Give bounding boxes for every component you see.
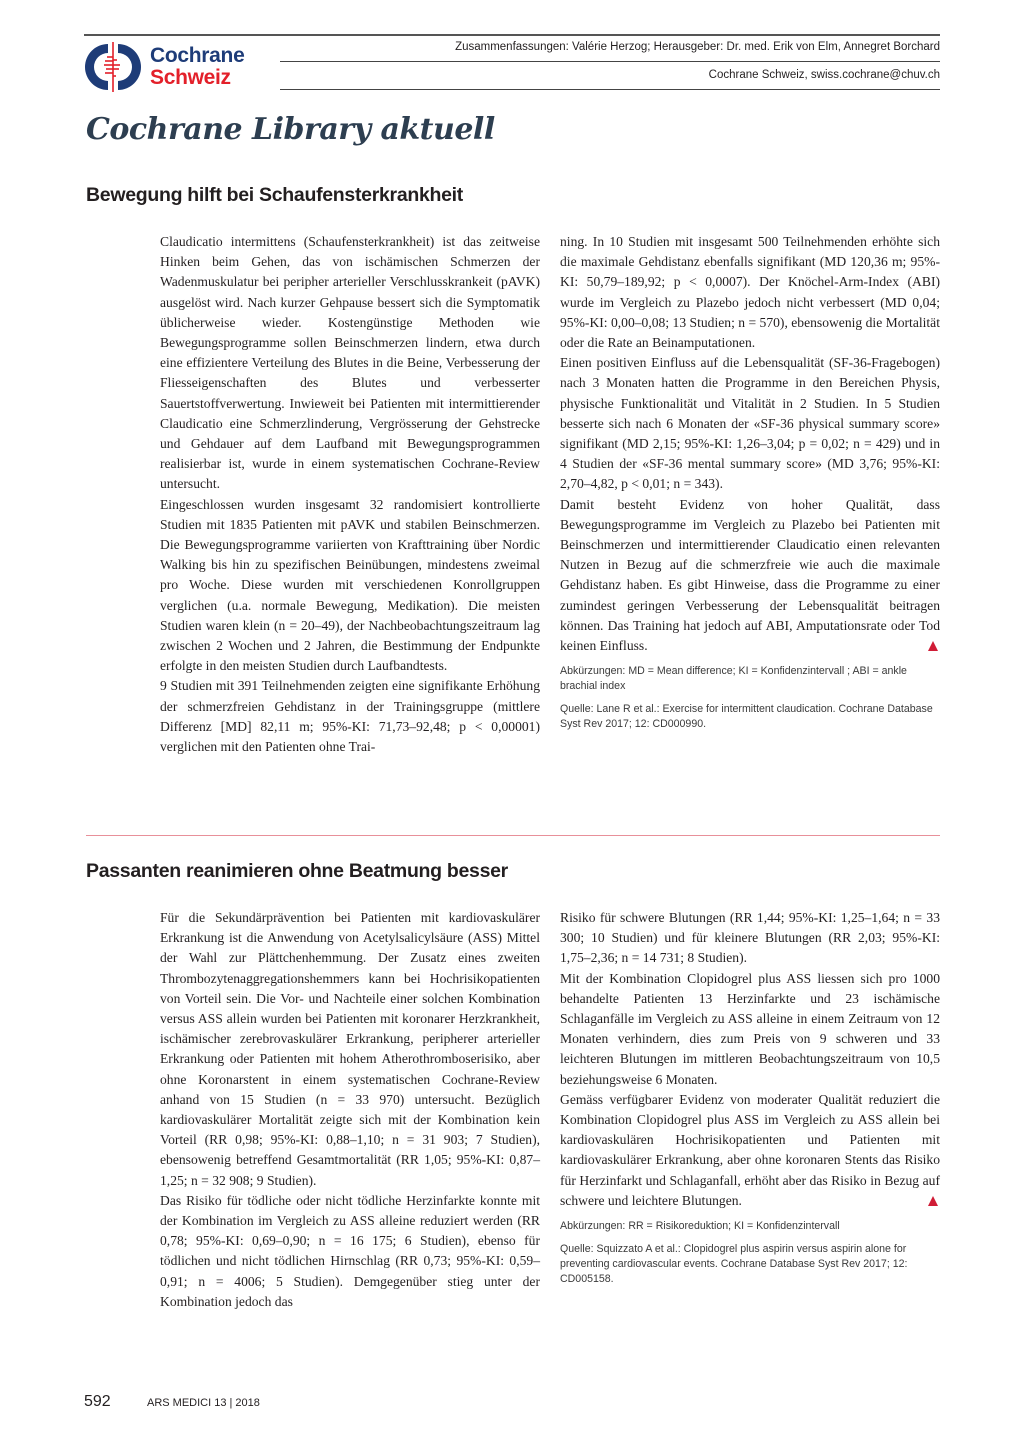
end-triangle-icon	[928, 641, 938, 651]
article-2-left-column	[160, 908, 540, 1312]
end-triangle-icon	[928, 1196, 938, 1206]
page-number: 592	[84, 1393, 111, 1410]
logo-text-schweiz: Schweiz	[150, 66, 231, 89]
cochrane-schweiz-logo	[84, 40, 284, 94]
paragraph: 9 Studien mit 391 Teilnehmenden zeigten eine signifikante Erhöhung der schmerzfreien Gehdistanz in der Trainingsgruppe (mittlere Differenz [MD] 82,11 m; 95%-KI: 71,73–92,48; p < 0,00001) verglichen mit den Patienten ohne Trai-	[160, 678, 540, 755]
paragraph-final	[560, 1090, 940, 1211]
header-rule	[280, 61, 940, 62]
paragraph: Eingeschlossen wurden insgesamt 32 randomisiert kontrollierte Studien mit 1835 Patienten mit pAVK und stabilen Beinschmerzen. Die Bewegungsprogramme variierten von Krafttraining über Nordic Walking bis hin zu spezifischen Beinübungen, mindestens zweimal pro Woche. Diese wurden mit verschiedenen Konrollgruppen verglichen (u.a. normale Bewegung, Medikation). Die meisten Studien waren klein (n = 20–49), der Nachbeobachtungszeitraum lag zwischen 2 Wochen und 2 Jahren, die Bestimmung der Endpunkte erfolgte in den meisten Studien durch Laufbandtests.	[160, 496, 540, 674]
article-1-right-column	[560, 232, 940, 732]
paragraph: ning. In 10 Studien mit insgesamt 500 Teilnehmenden erhöhte sich die maximale Gehdistanz ebenfalls signifikant (MD 120,36 m; 95%-KI: 50,79–189,92; p < 0,0007). Der Knöchel-Arm-Index (ABI) wurde im Vergleich zu Plazebo jedoch nicht verbessert (MD 0,04; 95%-KI: 0,00–0,08; 13 Studien; n = 570), ebensowenig die Mortalität oder die Rate an Beinamputationen.	[560, 234, 940, 351]
article-title: Bewegung hilft bei Schaufensterkrankheit	[86, 184, 463, 206]
header-top-rule	[84, 34, 940, 36]
article-1-left-column	[160, 232, 540, 757]
paragraph: Risiko für schwere Blutungen (RR 1,44; 95%-KI: 1,25–1,64; n = 33 300; 10 Studien) und für kleinere Blutungen (RR 2,03; 95%-KI: 1,75–2,36; n = 14 731; 8 Studien).	[560, 910, 940, 966]
paragraph: Einen positiven Einfluss auf die Lebensqualität (SF-36-Fragebogen) nach 3 Monaten hatten die Programme in den Bereichen Physis, physische Funktionalität und Vitalität in 2 Studien. In 5 Studien besserte sich nach 6 Monaten der «SF-36 physical summary score» signifikant (MD 2,15; 95%-KI: 1,26–3,04; p = 0,02; n = 429) und in 4 Studien der «SF-36 mental summary score» (MD 3,76; 95%-KI: 2,70–4,82, p < 0,01; n = 343).	[560, 355, 940, 492]
paragraph-text: Damit besteht Evidenz von hoher Qualität, dass Bewegungsprogramme im Vergleich zu Plazebo bei Patienten mit Beinschmerzen und intermittierender Claudicatio einen relevanten Nutzen in Bezug auf die schmerzfreie wie auch die maximale Gehdistanz haben. Es gibt Hinweise, dass die Programme zu einer zumindest geringen Verbesserung der Lebensqualität beitragen können. Das Training hat jedoch auf ABI, Amputationsrate oder Tod keinen Einfluss.	[560, 496, 940, 654]
header-editors: Zusammenfassungen: Valérie Herzog; Herausgeber: Dr. med. Erik von Elm, Annegret Borchard	[455, 41, 940, 53]
paragraph: Das Risiko für tödliche oder nicht tödliche Herzinfarkte konnte mit der Kombination im Vergleich zu ASS alleine reduziert werden (RR 0,78; 95%-KI: 0,69–0,90; n = 16 175; 6 Studien), ebenso für tödlichen und nicht tödlichen Hirnschlag (RR 0,73; 95%-KI: 0,59–0,91; n = 4006; 5 Studien). Demgegenüber stieg unter der Kombination jedoch das	[160, 1192, 540, 1309]
paragraph-text: Gemäss verfügbarer Evidenz von moderater Qualität reduziert die Kombination Clopidogrel plus ASS im Vergleich zu ASS allein bei kardiovaskulären Hochrisikopatienten und Patienten mit kardiovaskulärer Erkrankung, aber ohne koronaren Stents das Risiko für Herzinfarkt und Schlaganfall, erhöht aber das Risiko in Bezug auf schwere und leichtere Blutungen.	[560, 1091, 940, 1208]
paragraph: Für die Sekundärprävention bei Patienten mit kardiovaskulärer Erkrankung ist die Anwendung von Acetylsalicylsäure (ASS) Mittel der Wahl zur Plättchenhemmung. Der Zusatz eines zweiten Thrombozytenaggregationshemmers kann bei Hochrisikopatienten von Vorteil sein. Die Vor- und Nachteile einer solchen Kombination versus ASS allein wurden bei Patienten mit koronarer Herzkrankheit, ischämischer zerebrovaskulärer Erkrankung, peripherer arterieller Erkrankung oder Patienten mit hohem Atherothromboserisiko, aber ohne Koronarstent in einem systematischen Cochrane-Review anhand von 15 Studien (n = 33 970) untersucht. Bezüglich kardiovaskulärer Mortalität zeigte sich mit der Kombination kein Vorteil (RR 0,98; 95%-KI: 0,88–1,10; n = 31 903; 7 Studien), ebensowenig betreffend Gesamtmortalität (RR 1,05; 95%-KI: 0,87–1,25; n = 32 908; 9 Studien).	[160, 910, 540, 1188]
header-rule	[280, 89, 940, 90]
source-citation: Quelle: Lane R et al.: Exercise for intermittent claudication. Cochrane Database Syst Rev 2017; 12: CD000990.	[560, 703, 933, 731]
article-2-right-column	[560, 908, 940, 1287]
abbreviations: Abkürzungen: MD = Mean difference; KI = Konfidenzintervall ; ABI = ankle brachial index	[560, 665, 907, 693]
source-citation: Quelle: Squizzato A et al.: Clopidogrel plus aspirin versus aspirin alone for preventing cardiovascular events. Cochrane Database Syst Rev 2017; 12: CD005158.	[560, 1243, 908, 1286]
paragraph-final	[560, 495, 940, 657]
abbreviations: Abkürzungen: RR = Risikoreduktion; KI = Konfidenzintervall	[560, 1220, 840, 1233]
article-divider	[86, 835, 940, 836]
section-title: Cochrane Library aktuell	[86, 112, 495, 147]
paragraph: Mit der Kombination Clopidogrel plus ASS liessen sich pro 1000 behandelte Patienten 13 Herzinfarkte und 23 ischämische Schlaganfälle im Vergleich zu ASS alleine in einem Zeitraum von 12 Monaten verhindern, dies zum Preis von 9 schweren und 33 leichteren Blutungen im mittleren Beobachtungszeitraum von 10,5 beziehungsweise 6 Monaten.	[560, 970, 940, 1087]
paragraph: Claudicatio intermittens (Schaufensterkrankheit) ist das zeitweise Hinken beim Gehen, das von ischämischen Schmerzen der Wadenmuskulatur bei peripher arterieller Verschlusskrankeit (pAVK) ausgelöst wird. Nach kurzer Gehpause bessert sich die Symptomatik üblicherweise wieder. Kostengünstige Methoden wie Bewegungsprogramme sollen Beinschmerzen lindern, etwa durch eine effizientere Verteilung des Blutes in die Beine, Verbesserung der Fliesseigenschaften des Blutes und verbesserter Sauertstoffverwertung. Inwieweit bei Patienten mit intermittierender Claudicatio eine Schmerzlinderung, Vergrösserung der Gehstrecke und Gehdauer auf dem Laufband mit Bewegungsprogrammen realisierbar ist, wurde in einem systematischen Cochrane-Review untersucht.	[160, 234, 540, 492]
page-header	[84, 34, 940, 96]
article-title: Passanten reanimieren ohne Beatmung besser	[86, 860, 508, 882]
journal-issue: ARS MEDICI 13 | 2018	[147, 1397, 260, 1409]
logo-text-cochrane: Cochrane	[150, 44, 245, 67]
cochrane-logo-icon	[84, 40, 142, 94]
header-contact: Cochrane Schweiz, swiss.cochrane@chuv.ch	[708, 69, 940, 81]
